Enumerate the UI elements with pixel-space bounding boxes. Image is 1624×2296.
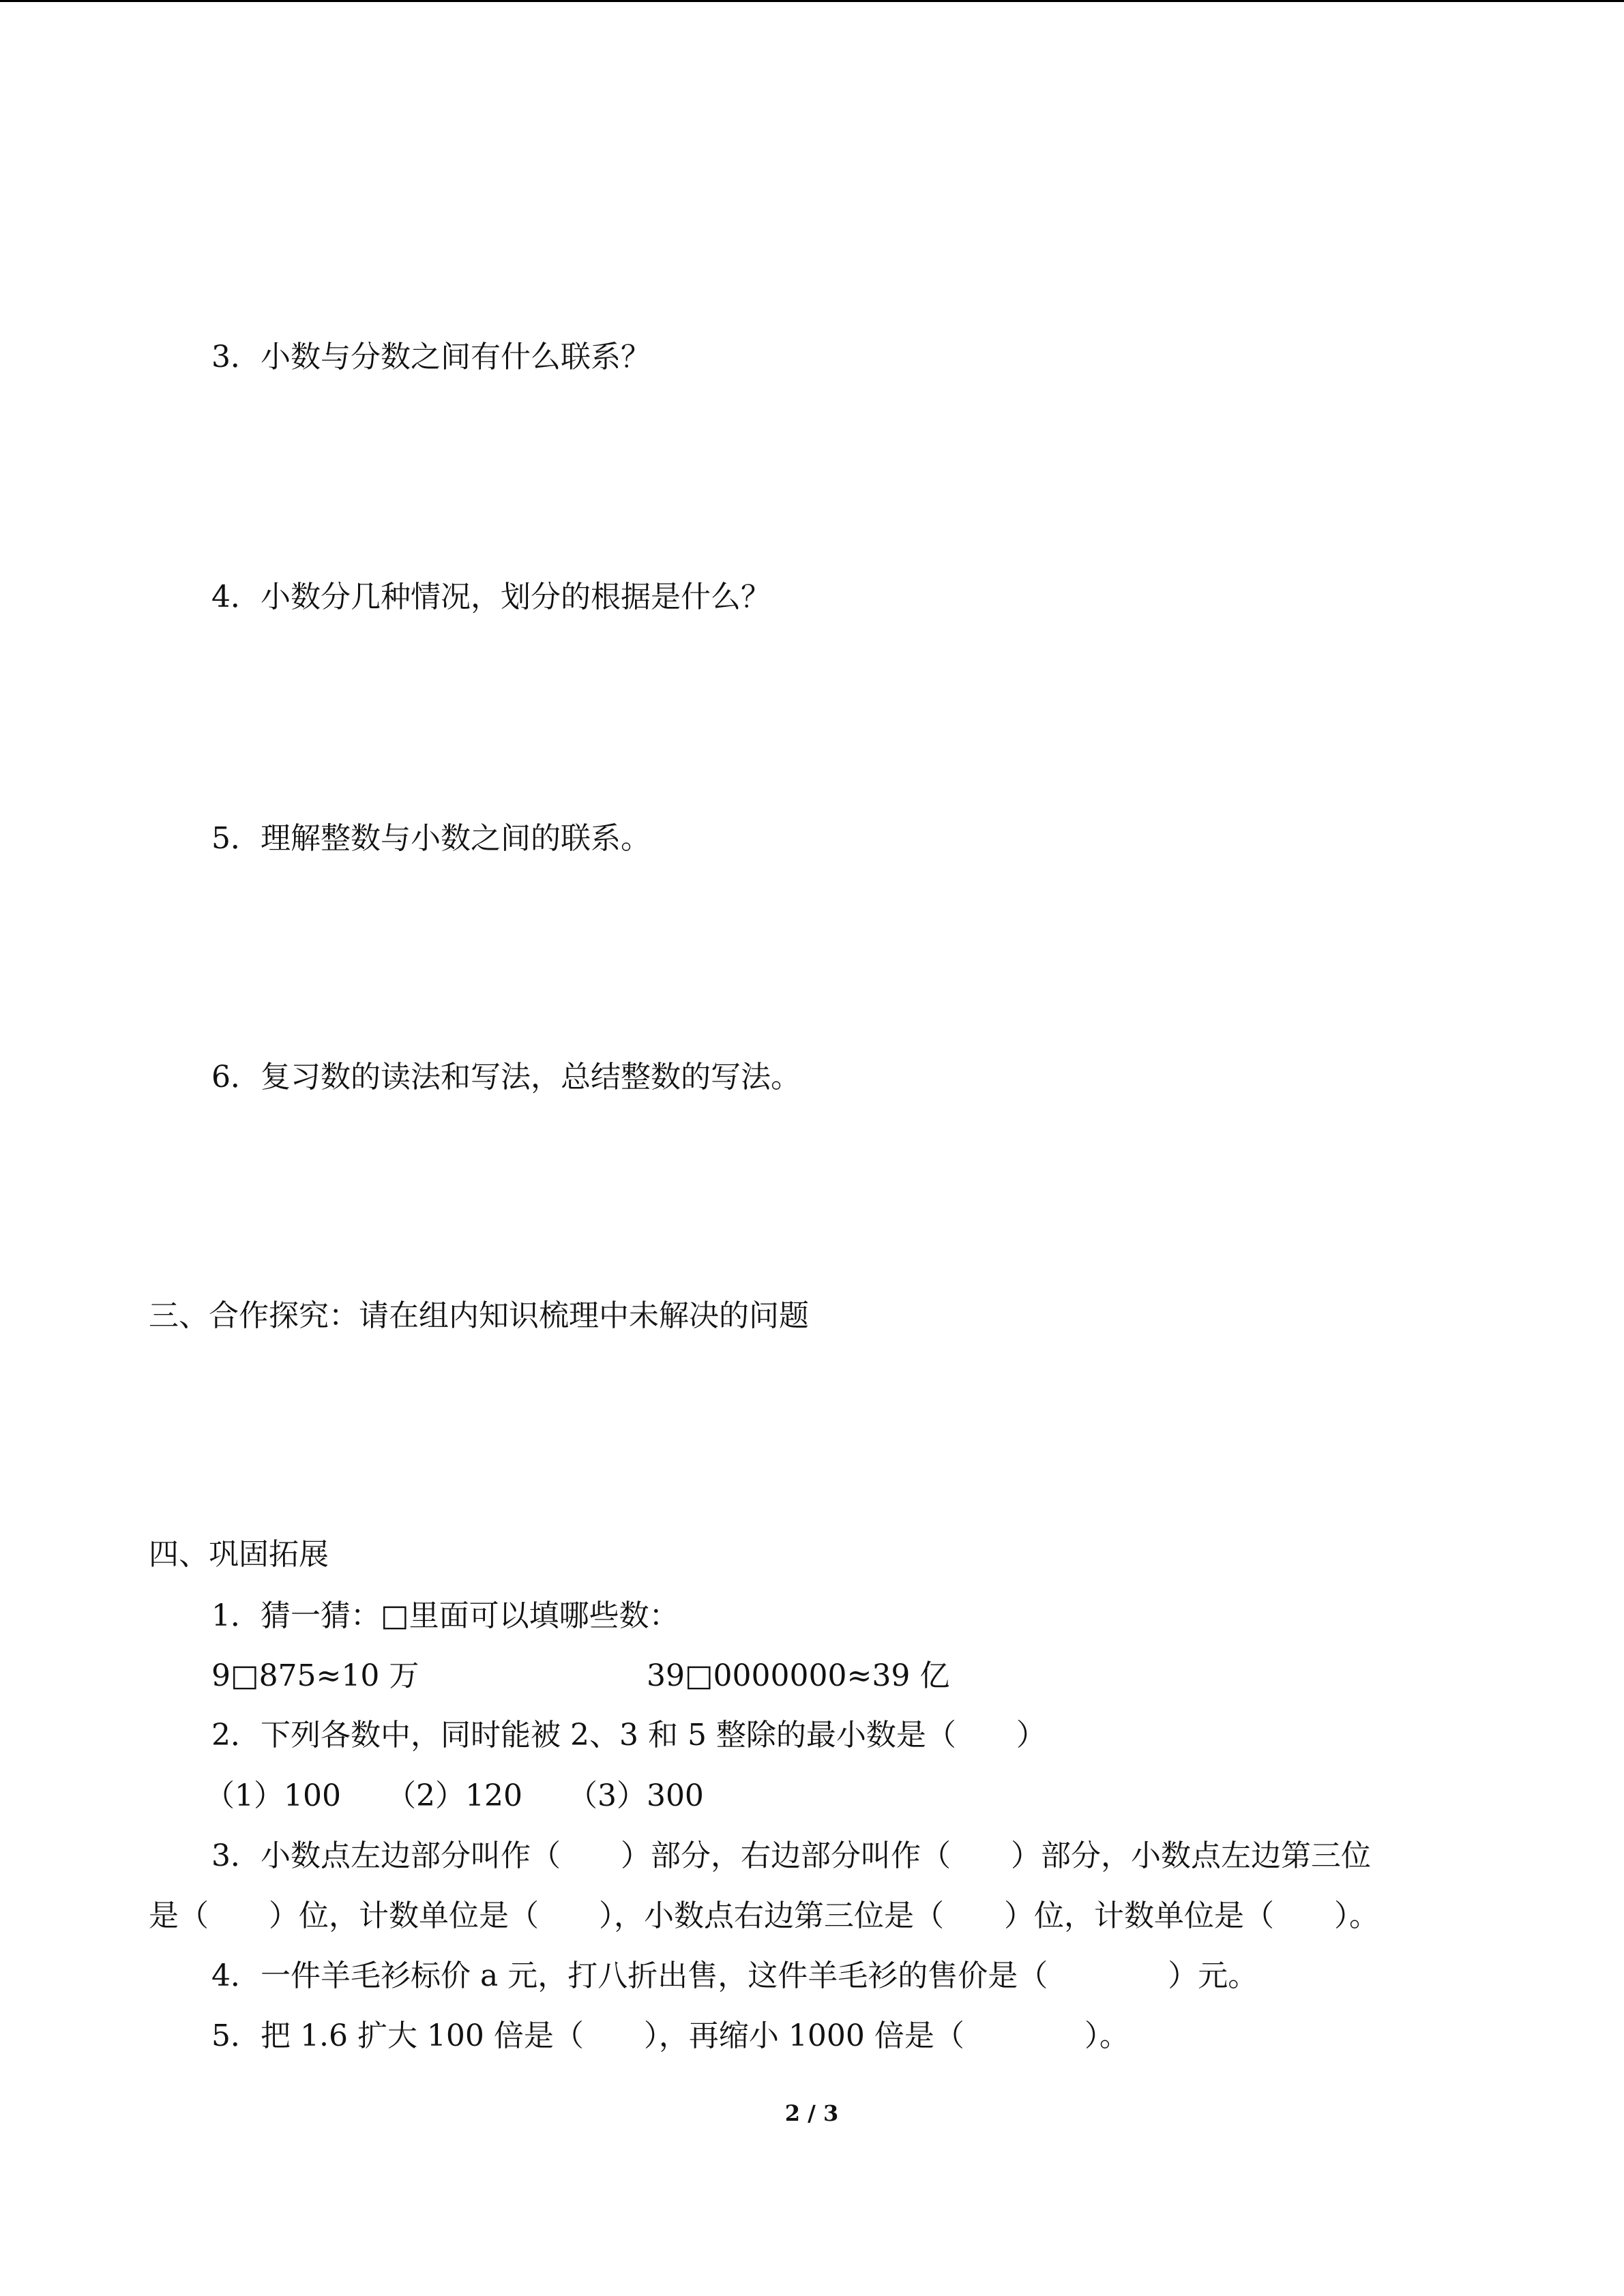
exercise-5: 5．把 1.6 扩大 100 倍是（ ），再缩小 1000 倍是（ ）。 xyxy=(211,2018,1130,2053)
exercise-1: 1．猜一猜：□里面可以填哪些数： xyxy=(211,1598,679,1633)
question-4: 4．小数分几种情况，划分的根据是什么？ xyxy=(211,580,771,614)
exercise-3-line-1: 3．小数点左边部分叫作（ ）部分，右边部分叫作（ ）部分，小数点左边第三位 xyxy=(211,1838,1371,1873)
page-number: 2 / 3 xyxy=(784,2100,839,2126)
question-3: 3．小数与分数之间有什么联系？ xyxy=(211,340,651,374)
question-6: 6．复习数的读法和写法，总结整数的写法。 xyxy=(211,1060,801,1094)
exercise-3-line-2: 是（ ）位，计数单位是（ ），小数点右边第三位是（ ）位，计数单位是（ ）。 xyxy=(149,1898,1379,1933)
section-3-heading: 三、合作探究：请在组内知识梳理中未解决的问题 xyxy=(149,1298,809,1333)
section-4-heading: 四、巩固拓展 xyxy=(149,1537,329,1572)
page-top-border xyxy=(0,0,1624,2)
exercise-1-right: 39□0000000≈39 亿 xyxy=(647,1658,950,1693)
exercise-4: 4．一件羊毛衫标价 a 元，打八折出售，这件羊毛衫的售价是（ ）元。 xyxy=(211,1958,1258,1993)
exercise-2: 2．下列各数中，同时能被 2、3 和 5 整除的最小数是（ ） xyxy=(211,1718,1046,1753)
exercise-1-left: 9□875≈10 万 xyxy=(211,1658,419,1693)
exercise-2-options: （1）100 （2）120 （3）300 xyxy=(205,1778,704,1813)
question-5: 5．理解整数与小数之间的联系。 xyxy=(211,821,651,856)
